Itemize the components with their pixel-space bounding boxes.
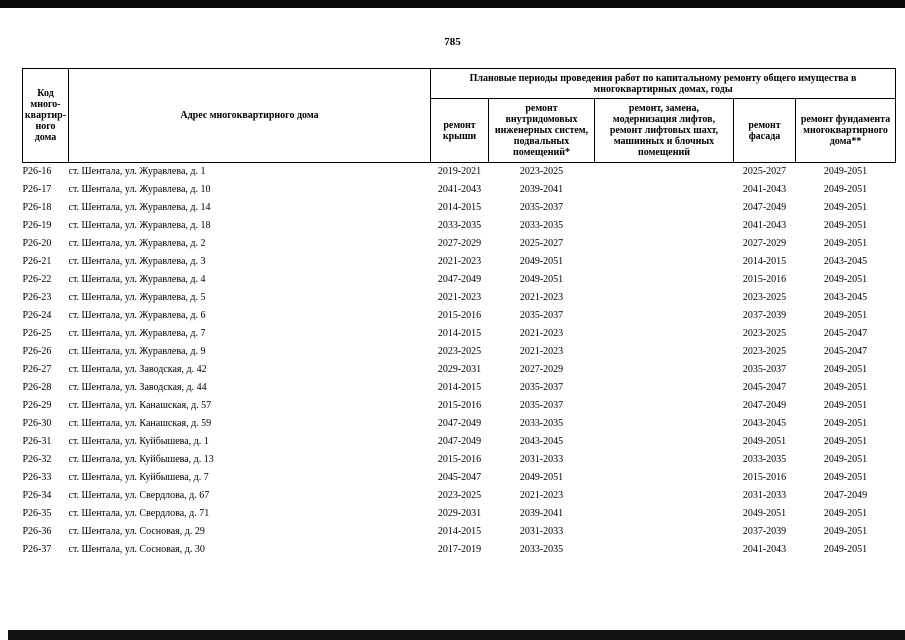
cell-address: ст. Шентала, ул. Журавлева, д. 18 [68,220,211,231]
cell-address: ст. Шентала, ул. Куйбышева, д. 7 [68,472,209,483]
cell-roof: 2021-2023 [437,256,482,267]
cell-engineering: 2027-2029 [519,364,564,375]
bottom-border-bar [8,630,905,640]
cell-engineering: 2021-2023 [519,292,564,303]
cell-code: Р26-18 [22,202,52,213]
table-row [23,343,896,361]
table-row [23,379,896,397]
cell-foundation: 2049-2051 [823,544,868,555]
header-lifts: ремонт, замена, модернизация лифтов, ремонт лифтовых шахт, машинных и блочных помещений [595,99,734,163]
cell-facade: 2047-2049 [742,400,787,411]
cell-address: ст. Шентала, ул. Канашская, д. 59 [68,418,212,429]
cell-facade: 2045-2047 [742,382,787,393]
cell-facade: 2035-2037 [742,364,787,375]
page-number: 785 [444,36,461,48]
cell-roof: 2041-2043 [437,184,482,195]
table-row [23,181,896,199]
cell-code: Р26-31 [22,436,52,447]
cell-facade: 2047-2049 [742,202,787,213]
cell-address: ст. Шентала, ул. Журавлева, д. 4 [68,274,206,285]
cell-address: ст. Шентала, ул. Журавлева, д. 6 [68,310,206,321]
cell-address: ст. Шентала, ул. Куйбышева, д. 13 [68,454,214,465]
cell-foundation: 2049-2051 [823,526,868,537]
cell-address: ст. Шентала, ул. Журавлева, д. 3 [68,256,206,267]
cell-lifts [595,415,734,433]
cell-foundation: 2049-2051 [823,238,868,249]
cell-address: ст. Шентала, ул. Журавлева, д. 7 [68,328,206,339]
cell-code: Р26-37 [22,544,52,555]
table-row [23,397,896,415]
cell-facade: 2037-2039 [742,526,787,537]
cell-roof: 2029-2031 [437,364,482,375]
cell-lifts [595,271,734,289]
cell-lifts [595,397,734,415]
cell-foundation: 2049-2051 [823,310,868,321]
cell-foundation: 2049-2051 [823,382,868,393]
cell-lifts [595,253,734,271]
cell-address: ст. Шентала, ул. Свердлова, д. 71 [68,508,210,519]
table-row [23,271,896,289]
cell-foundation: 2049-2051 [823,184,868,195]
cell-code: Р26-35 [22,508,52,519]
cell-foundation: 2043-2045 [823,256,868,267]
table-row [23,469,896,487]
cell-code: Р26-36 [22,526,52,537]
cell-engineering: 2025-2027 [519,238,564,249]
cell-lifts [595,487,734,505]
cell-engineering: 2033-2035 [519,220,564,231]
cell-engineering: 2039-2041 [519,184,564,195]
cell-code: Р26-20 [22,238,52,249]
cell-lifts [595,541,734,559]
cell-address: ст. Шентала, ул. Журавлева, д. 2 [68,238,206,249]
cell-engineering: 2035-2037 [519,400,564,411]
cell-code: Р26-16 [22,166,52,177]
cell-code: Р26-19 [22,220,52,231]
cell-engineering: 2021-2023 [519,490,564,501]
header-facade: ремонт фасада [734,99,796,163]
cell-engineering: 2035-2037 [519,310,564,321]
cell-lifts [595,451,734,469]
cell-foundation: 2049-2051 [823,508,868,519]
cell-code: Р26-23 [22,292,52,303]
cell-engineering: 2049-2051 [519,274,564,285]
cell-address: ст. Шентала, ул. Журавлева, д. 10 [68,184,211,195]
cell-facade: 2033-2035 [742,454,787,465]
cell-facade: 2025-2027 [742,166,787,177]
table-row [23,163,896,182]
table-row [23,361,896,379]
cell-code: Р26-25 [22,328,52,339]
cell-facade: 2023-2025 [742,346,787,357]
cell-roof: 2023-2025 [437,490,482,501]
cell-facade: 2015-2016 [742,472,787,483]
cell-foundation: 2049-2051 [823,274,868,285]
cell-engineering: 2031-2033 [519,454,564,465]
cell-lifts [595,289,734,307]
cell-roof: 2033-2035 [437,220,482,231]
cell-lifts [595,379,734,397]
header-engineering: ремонт внутридомовых инженерных систем, подвальных помещений* [489,99,595,163]
cell-roof: 2015-2016 [437,454,482,465]
cell-foundation: 2049-2051 [823,220,868,231]
cell-facade: 2043-2045 [742,418,787,429]
cell-lifts [595,469,734,487]
cell-roof: 2014-2015 [437,328,482,339]
cell-code: Р26-30 [22,418,52,429]
cell-address: ст. Шентала, ул. Канашская, д. 57 [68,400,212,411]
cell-roof: 2015-2016 [437,310,482,321]
cell-code: Р26-21 [22,256,52,267]
table-row [23,523,896,541]
cell-facade: 2041-2043 [742,544,787,555]
cell-code: Р26-24 [22,310,52,321]
cell-roof: 2014-2015 [437,382,482,393]
table-row [23,325,896,343]
cell-facade: 2031-2033 [742,490,787,501]
cell-engineering: 2049-2051 [519,472,564,483]
table-row [23,505,896,523]
table-row [23,289,896,307]
cell-lifts [595,307,734,325]
cell-facade: 2049-2051 [742,508,787,519]
cell-foundation: 2049-2051 [823,400,868,411]
cell-foundation: 2045-2047 [823,328,868,339]
cell-facade: 2015-2016 [742,274,787,285]
table-row [23,541,896,559]
cell-address: ст. Шентала, ул. Заводская, д. 44 [68,382,207,393]
header-code: Код много-квартир-ного дома [23,69,69,163]
cell-lifts [595,199,734,217]
cell-code: Р26-33 [22,472,52,483]
table-row [23,487,896,505]
cell-foundation: 2049-2051 [823,436,868,447]
cell-code: Р26-32 [22,454,52,465]
cell-code: Р26-17 [22,184,52,195]
cell-lifts [595,433,734,451]
cell-roof: 2047-2049 [437,274,482,285]
cell-foundation: 2049-2051 [823,454,868,465]
header-roof: ремонт крыши [431,99,489,163]
cell-address: ст. Шентала, ул. Сосновая, д. 29 [68,526,205,537]
cell-roof: 2047-2049 [437,436,482,447]
cell-foundation: 2049-2051 [823,202,868,213]
cell-lifts [595,505,734,523]
cell-facade: 2049-2051 [742,436,787,447]
table-row [23,235,896,253]
cell-engineering: 2033-2035 [519,544,564,555]
cell-foundation: 2043-2045 [823,292,868,303]
cell-roof: 2015-2016 [437,400,482,411]
cell-engineering: 2035-2037 [519,382,564,393]
cell-engineering: 2049-2051 [519,256,564,267]
cell-address: ст. Шентала, ул. Журавлева, д. 5 [68,292,206,303]
cell-roof: 2014-2015 [437,202,482,213]
table-row [23,199,896,217]
table-row [23,415,896,433]
top-border-bar [0,0,905,8]
cell-facade: 2023-2025 [742,292,787,303]
table-row [23,433,896,451]
cell-lifts [595,325,734,343]
cell-address: ст. Шентала, ул. Журавлева, д. 1 [68,166,206,177]
cell-engineering: 2023-2025 [519,166,564,177]
cell-address: ст. Шентала, ул. Свердлова, д. 67 [68,490,210,501]
cell-roof: 2023-2025 [437,346,482,357]
cell-address: ст. Шентала, ул. Куйбышева, д. 1 [68,436,209,447]
header-address: Адрес многоквартирного дома [69,69,431,163]
cell-address: ст. Шентала, ул. Заводская, д. 42 [68,364,207,375]
cell-roof: 2014-2015 [437,526,482,537]
table-body [23,163,896,560]
cell-lifts [595,523,734,541]
cell-roof: 2029-2031 [437,508,482,519]
cell-address: ст. Шентала, ул. Журавлева, д. 9 [68,346,206,357]
cell-roof: 2045-2047 [437,472,482,483]
cell-facade: 2027-2029 [742,238,787,249]
cell-foundation: 2049-2051 [823,364,868,375]
cell-roof: 2047-2049 [437,418,482,429]
cell-engineering: 2039-2041 [519,508,564,519]
repair-schedule-table [22,68,896,559]
cell-facade: 2023-2025 [742,328,787,339]
cell-roof: 2027-2029 [437,238,482,249]
cell-facade: 2037-2039 [742,310,787,321]
table-row [23,307,896,325]
cell-engineering: 2043-2045 [519,436,564,447]
cell-code: Р26-22 [22,274,52,285]
cell-lifts [595,361,734,379]
cell-lifts [595,181,734,199]
cell-foundation: 2049-2051 [823,418,868,429]
cell-code: Р26-29 [22,400,52,411]
cell-foundation: 2049-2051 [823,166,868,177]
cell-address: ст. Шентала, ул. Сосновая, д. 30 [68,544,205,555]
cell-facade: 2014-2015 [742,256,787,267]
table-row [23,451,896,469]
cell-roof: 2021-2023 [437,292,482,303]
cell-lifts [595,163,734,182]
cell-code: Р26-28 [22,382,52,393]
cell-engineering: 2031-2033 [519,526,564,537]
cell-address: ст. Шентала, ул. Журавлева, д. 14 [68,202,211,213]
cell-lifts [595,343,734,361]
cell-facade: 2041-2043 [742,220,787,231]
cell-foundation: 2045-2047 [823,346,868,357]
cell-roof: 2019-2021 [437,166,482,177]
cell-engineering: 2033-2035 [519,418,564,429]
cell-engineering: 2035-2037 [519,202,564,213]
cell-code: Р26-26 [22,346,52,357]
cell-code: Р26-27 [22,364,52,375]
header-periods-title: Плановые периоды проведения работ по капитальному ремонту общего имущества в многоквартирных домах, годы [431,69,896,99]
table-row [23,253,896,271]
table-row [23,217,896,235]
cell-foundation: 2049-2051 [823,472,868,483]
header-foundation: ремонт фундамента многоквартирного дома** [796,99,896,163]
cell-engineering: 2021-2023 [519,346,564,357]
cell-code: Р26-34 [22,490,52,501]
cell-roof: 2017-2019 [437,544,482,555]
cell-lifts [595,235,734,253]
cell-engineering: 2021-2023 [519,328,564,339]
cell-lifts [595,217,734,235]
cell-facade: 2041-2043 [742,184,787,195]
cell-foundation: 2047-2049 [823,490,868,501]
